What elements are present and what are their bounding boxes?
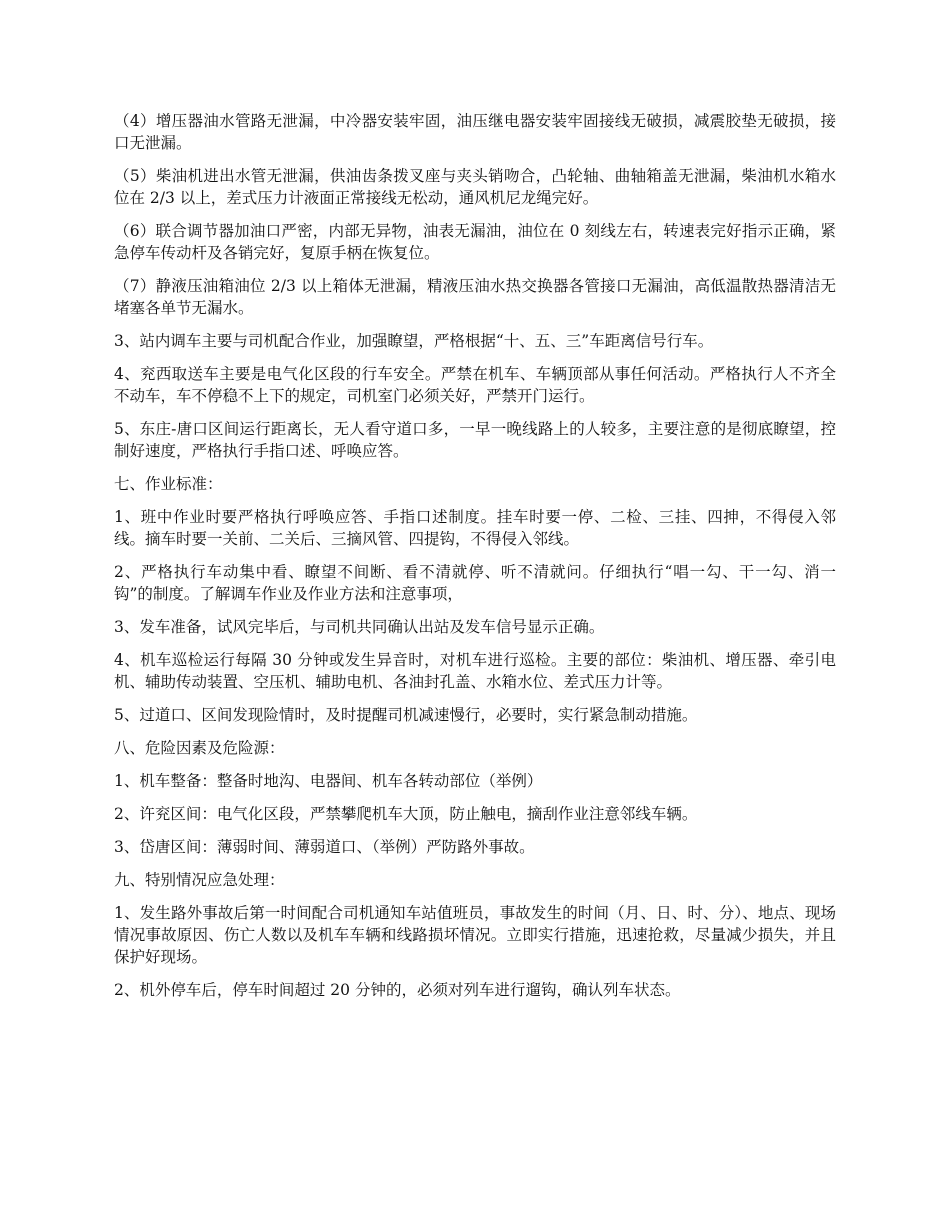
paragraph-station-shunting: 3、站内调车主要与司机配合作业，加强瞭望，严格根据“十、五、三”车距离信号行车。	[114, 332, 714, 350]
paragraph-hydrostatic-tank-check: （7）静液压油箱油位 2/3 以上箱体无泄漏，精液压油水热交换器各管接口无漏油，高低温散热器清洁无堵塞各单节无漏水。	[114, 277, 836, 317]
section-heading-emergency: 九、特别情况应急处理：	[114, 871, 285, 889]
paragraph-hazard-xuyan-section: 2、许兖区间：电气化区段，严禁攀爬机车大顶，防止触电，摘刮作业注意邻线车辆。	[114, 805, 698, 823]
section-heading-work-standards: 七、作业标准：	[114, 475, 223, 493]
paragraph-departure-preparation: 3、发车准备，试风完毕后，与司机共同确认出站及发车信号显示正确。	[114, 618, 605, 636]
paragraph-hazard-servicing: 1、机车整备：整备时地沟、电器间、机车各转动部位（举例）	[114, 772, 543, 790]
paragraph-emergency-accident: 1、发生路外事故后第一时间配合司机通知车站值班员，事故发生的时间（月、日、时、分）、地点、现场情况事故原因、伤亡人数以及机车车辆和线路损坏情况。立即实行措施，迅速抢救，尽量减少损失，并且保护好现场。	[114, 904, 836, 966]
section-heading-hazards: 八、危险因素及危险源：	[114, 739, 285, 757]
paragraph-governor-check: （6）联合调节器加油口严密，内部无异物，油表无漏油，油位在 0 刻线左右，转速表完好指示正确，紧急停车传动杆及各销完好，复原手柄在恢复位。	[114, 222, 836, 262]
paragraph-hazard-daitang-section: 3、岱唐区间：薄弱时间、薄弱道口、（举例）严防路外事故。	[114, 838, 535, 856]
paragraph-dongzhuang-tangkou: 5、东庄-唐口区间运行距离长，无人看守道口多，一早一晚线路上的人较多，主要注意的是彻底瞭望，控制好速度，严格执行手指口述、呼唤应答。	[114, 420, 836, 460]
paragraph-observation-rules: 2、严格执行车动集中看、瞭望不间断、看不清就停、听不清就问。仔细执行“唱一勾、干一勾、消一钩”的制度。了解调车作业及作业方法和注意事项，	[114, 563, 836, 603]
document-body	[114, 110, 836, 1012]
paragraph-coupling-procedure: 1、班中作业时要严格执行呼唤应答、手指口述制度。挂车时要一停、二检、三挂、四抻，不得侵入邻线。摘车时要一关前、二关后、三摘风管、四提钩，不得侵入邻线。	[114, 508, 836, 548]
paragraph-crossing-danger: 5、过道口、区间发现险情时，及时提醒司机减速慢行，必要时，实行紧急制动措施。	[114, 706, 698, 724]
paragraph-diesel-engine-check: （5）柴油机进出水管无泄漏，供油齿条拨叉座与夹头销吻合，凸轮轴、曲轴箱盖无泄漏，柴油机水箱水位在 2/3 以上，差式压力计液面正常接线无松动，通风机尼龙绳完好。	[114, 167, 836, 207]
paragraph-emergency-outside-stop: 2、机外停车后，停车时间超过 20 分钟的，必须对列车进行遛钩，确认列车状态。	[114, 981, 681, 999]
paragraph-locomotive-inspection: 4、机车巡检运行每隔 30 分钟或发生异音时，对机车进行巡检。主要的部位：柴油机、增压器、牵引电机、辅助传动装置、空压机、辅助电机、各油封孔盖、水箱水位、差式压力计等。	[114, 651, 836, 691]
paragraph-turbocharger-check: （4）增压器油水管路无泄漏，中冷器安装牢固，油压继电器安装牢固接线无破损，减震胶垫无破损，接口无泄漏。	[114, 112, 836, 152]
paragraph-yanxi-delivery: 4、兖西取送车主要是电气化区段的行车安全。严禁在机车、车辆顶部从事任何活动。严格执行人不齐全不动车，车不停稳不上下的规定，司机室门必须关好，严禁开门运行。	[114, 365, 836, 405]
